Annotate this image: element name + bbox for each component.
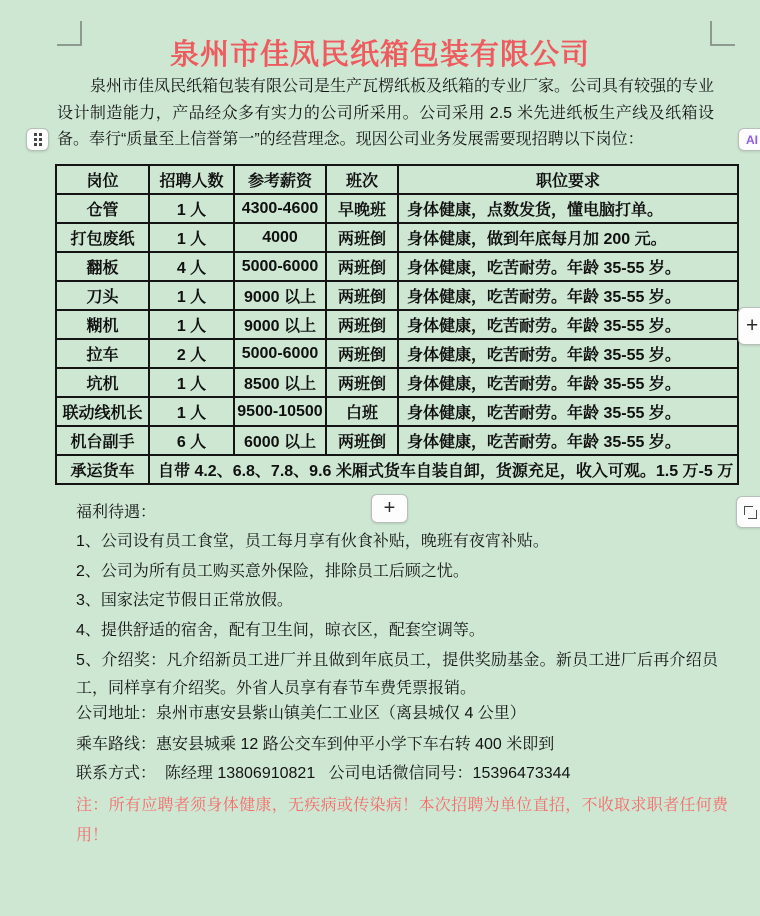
cell-position: 翻板 bbox=[56, 252, 149, 281]
cell-shift: 两班倒 bbox=[326, 426, 398, 455]
table-row bbox=[56, 397, 738, 426]
cell-requirement: 身体健康，吃苦耐劳。年龄 35-55 岁。 bbox=[398, 368, 738, 397]
cell-position: 仓管 bbox=[56, 194, 149, 223]
cell-requirement: 身体健康，吃苦耐劳。年龄 35-55 岁。 bbox=[398, 426, 738, 455]
cell-requirement: 身体健康，吃苦耐劳。年龄 35-55 岁。 bbox=[398, 397, 738, 426]
page-title: 泉州市佳凤民纸箱包装有限公司 bbox=[169, 39, 590, 71]
cell-salary: 4300-4600 bbox=[234, 194, 326, 223]
table-row bbox=[56, 223, 738, 252]
table-row bbox=[56, 310, 738, 339]
selection-tool-button[interactable] bbox=[736, 496, 760, 528]
cell-position: 坑机 bbox=[56, 368, 149, 397]
welfare-item-3: 3、国家法定节假日正常放假。 bbox=[76, 592, 293, 609]
cell-position: 机台副手 bbox=[56, 426, 149, 455]
cell-position: 刀头 bbox=[56, 281, 149, 310]
cell-headcount: 1 人 bbox=[149, 368, 234, 397]
ai-icon: AI bbox=[746, 133, 758, 147]
plus-icon: + bbox=[383, 497, 396, 519]
cell-salary: 9000 以上 bbox=[234, 281, 326, 310]
drag-handle-icon bbox=[34, 133, 42, 146]
cell-salary: 9000 以上 bbox=[234, 310, 326, 339]
welfare-item-1: 1、公司设有员工食堂，员工每月享有伙食补贴，晚班有夜宵补贴。 bbox=[76, 533, 549, 550]
recruitment-note: 注：所有应聘者须身体健康，无疾病或传染病！本次招聘为单位直招，不收取求职者任何费用！ bbox=[76, 797, 728, 844]
cell-headcount: 4 人 bbox=[149, 252, 234, 281]
cell-requirement: 身体健康，吃苦耐劳。年龄 35-55 岁。 bbox=[398, 339, 738, 368]
cell-shift: 白班 bbox=[326, 397, 398, 426]
cell-headcount: 1 人 bbox=[149, 223, 234, 252]
cell-requirement: 身体健康，做到年底每月加 200 元。 bbox=[398, 223, 738, 252]
contact-line: 联系方式： 陈经理 13806910821 公司电话微信同号：15396473344 bbox=[76, 765, 571, 782]
insert-row-side-button[interactable] bbox=[738, 307, 760, 345]
table-row bbox=[56, 426, 738, 455]
drag-handle-button[interactable] bbox=[26, 128, 49, 151]
cell-salary: 5000-6000 bbox=[234, 252, 326, 281]
cell-salary: 4000 bbox=[234, 223, 326, 252]
cell-shift: 两班倒 bbox=[326, 310, 398, 339]
cell-salary: 6000 以上 bbox=[234, 426, 326, 455]
plus-icon: + bbox=[746, 314, 759, 337]
table-row bbox=[56, 281, 738, 310]
welfare-heading: 福利待遇： bbox=[76, 504, 157, 521]
cell-headcount: 1 人 bbox=[149, 310, 234, 339]
cell-requirement: 身体健康，点数发货，懂电脑打单。 bbox=[398, 194, 738, 223]
cell-shift: 两班倒 bbox=[326, 223, 398, 252]
cell-headcount: 1 人 bbox=[149, 194, 234, 223]
header-position: 岗位 bbox=[56, 165, 149, 194]
cell-headcount: 6 人 bbox=[149, 426, 234, 455]
header-requirement: 职位要求 bbox=[398, 165, 738, 194]
table-row bbox=[56, 194, 738, 223]
insert-below-table-button[interactable] bbox=[371, 494, 408, 523]
cell-truck-detail: 自带 4.2、6.8、7.8、9.6 米厢式货车自装自卸，货源充足，收入可观。1.5 万-5 万 bbox=[149, 455, 738, 484]
welfare-item-4: 4、提供舒适的宿舍，配有卫生间，晾衣区，配套空调等。 bbox=[76, 622, 485, 639]
address-line: 公司地址：泉州市惠安县紫山镇美仁工业区（离县城仅 4 公里） bbox=[76, 705, 526, 722]
cell-requirement: 身体健康，吃苦耐劳。年龄 35-55 岁。 bbox=[398, 310, 738, 339]
welfare-item-2: 2、公司为所有员工购买意外保险，排除员工后顾之忧。 bbox=[76, 563, 469, 580]
ai-assistant-button[interactable] bbox=[738, 128, 760, 151]
table-row bbox=[56, 339, 738, 368]
header-shift: 班次 bbox=[326, 165, 398, 194]
route-line: 乘车路线：惠安县城乘 12 路公交车到仲平小学下车右转 400 米即到 bbox=[76, 736, 555, 753]
cell-position: 联动线机长 bbox=[56, 397, 149, 426]
cell-salary: 8500 以上 bbox=[234, 368, 326, 397]
corner-brackets-icon bbox=[744, 506, 757, 519]
cell-shift: 两班倒 bbox=[326, 368, 398, 397]
welfare-item-5: 5、介绍奖：凡介绍新员工进厂并且做到年底员工，提供奖励基金。新员工进厂后再介绍员工，同样享有介绍奖。外省人员享有春节车费凭票报销。 bbox=[76, 652, 718, 697]
jobs-table bbox=[55, 164, 739, 485]
cell-headcount: 2 人 bbox=[149, 339, 234, 368]
cell-headcount: 1 人 bbox=[149, 397, 234, 426]
table-row-truck bbox=[56, 455, 738, 484]
cell-position: 打包废纸 bbox=[56, 223, 149, 252]
cell-position: 糊机 bbox=[56, 310, 149, 339]
cell-requirement: 身体健康，吃苦耐劳。年龄 35-55 岁。 bbox=[398, 252, 738, 281]
cell-salary: 9500-10500 bbox=[234, 397, 326, 426]
table-row bbox=[56, 252, 738, 281]
cell-shift: 两班倒 bbox=[326, 339, 398, 368]
cell-requirement: 身体健康，吃苦耐劳。年龄 35-55 岁。 bbox=[398, 281, 738, 310]
cell-headcount: 1 人 bbox=[149, 281, 234, 310]
cell-position: 承运货车 bbox=[56, 455, 149, 484]
cell-shift: 早晚班 bbox=[326, 194, 398, 223]
header-salary: 参考薪资 bbox=[234, 165, 326, 194]
intro-paragraph: 泉州市佳凤民纸箱包装有限公司是生产瓦楞纸板及纸箱的专业厂家。公司具有较强的专业设计制造能力，产品经众多有实力的公司所采用。公司采用 2.5 米先进纸板生产线及纸箱设备。奉行“质量至上信誉第一”的经营理念。现因公司业务发展需要现招聘以下岗位： bbox=[57, 78, 715, 148]
header-headcount: 招聘人数 bbox=[149, 165, 234, 194]
cell-position: 拉车 bbox=[56, 339, 149, 368]
cell-salary: 5000-6000 bbox=[234, 339, 326, 368]
table-row bbox=[56, 368, 738, 397]
table-header-row bbox=[56, 165, 738, 194]
cell-shift: 两班倒 bbox=[326, 281, 398, 310]
cell-shift: 两班倒 bbox=[326, 252, 398, 281]
